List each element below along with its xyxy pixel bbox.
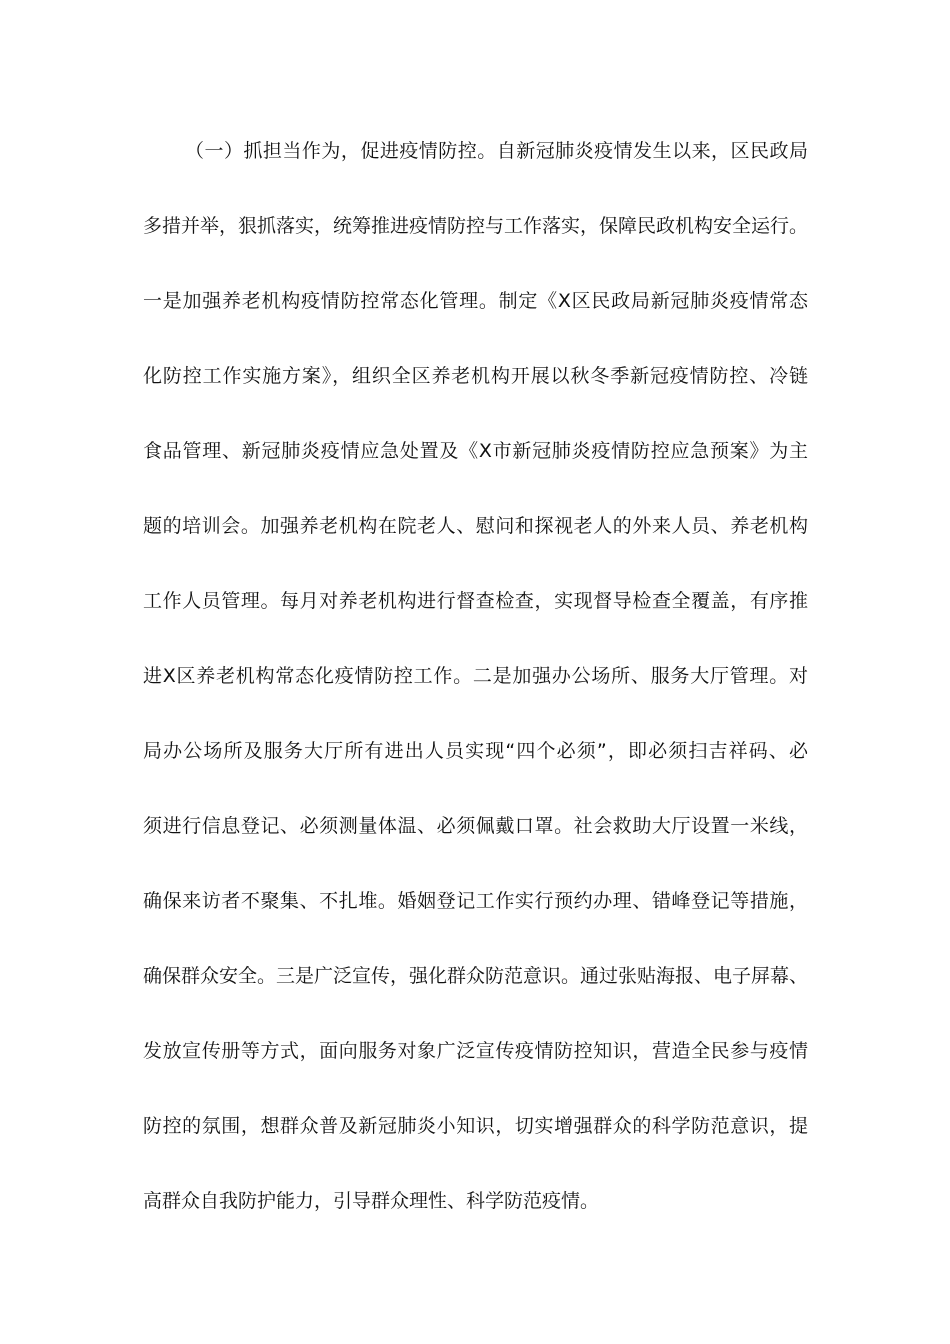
paragraph-line: 题的培训会。加强养老机构在院老人、慰问和探视老人的外来人员、养老机构 — [143, 515, 808, 537]
paragraph-line: 化防控工作实施方案》，组织全区养老机构开展以秋冬季新冠疫情防控、冷链 — [143, 365, 808, 387]
body-paragraph — [143, 132, 808, 1257]
paragraph-line: 须进行信息登记、必须测量体温、必须佩戴口罩。社会救助大厅设置一米线， — [143, 815, 808, 837]
paragraph-line: 高群众自我防护能力，引导群众理性、科学防范疫情。 — [143, 1190, 600, 1212]
paragraph-line: 进X区养老机构常态化疫情防控工作。二是加强办公场所、服务大厅管理。对 — [143, 665, 808, 687]
paragraph-line: 食品管理、新冠肺炎疫情应急处置及《X市新冠肺炎疫情防控应急预案》为主 — [143, 440, 808, 462]
paragraph-line: 防控的氛围，想群众普及新冠肺炎小知识，切实增强群众的科学防范意识，提 — [143, 1115, 808, 1137]
paragraph-line: 发放宣传册等方式，面向服务对象广泛宣传疫情防控知识，营造全民参与疫情 — [143, 1040, 808, 1062]
paragraph-line: 工作人员管理。每月对养老机构进行督查检查，实现督导检查全覆盖，有序推 — [143, 590, 808, 612]
paragraph-line: 多措并举，狠抓落实，统筹推进疫情防控与工作落实，保障民政机构安全运行。 — [143, 215, 809, 237]
paragraph-line: 局办公场所及服务大厅所有进出人员实现“四个必须”，即必须扫吉祥码、必 — [143, 740, 808, 762]
paragraph-line: （一）抓担当作为，促进疫情防控。自新冠肺炎疫情发生以来，区民政局 — [185, 140, 808, 162]
paragraph-line: 确保来访者不聚集、不扎堆。婚姻登记工作实行预约办理、错峰登记等措施， — [143, 890, 808, 912]
paragraph-line: 一是加强养老机构疫情防控常态化管理。制定《X区民政局新冠肺炎疫情常态 — [143, 290, 808, 312]
paragraph-line: 确保群众安全。三是广泛宣传，强化群众防范意识。通过张贴海报、电子屏幕、 — [143, 965, 809, 987]
